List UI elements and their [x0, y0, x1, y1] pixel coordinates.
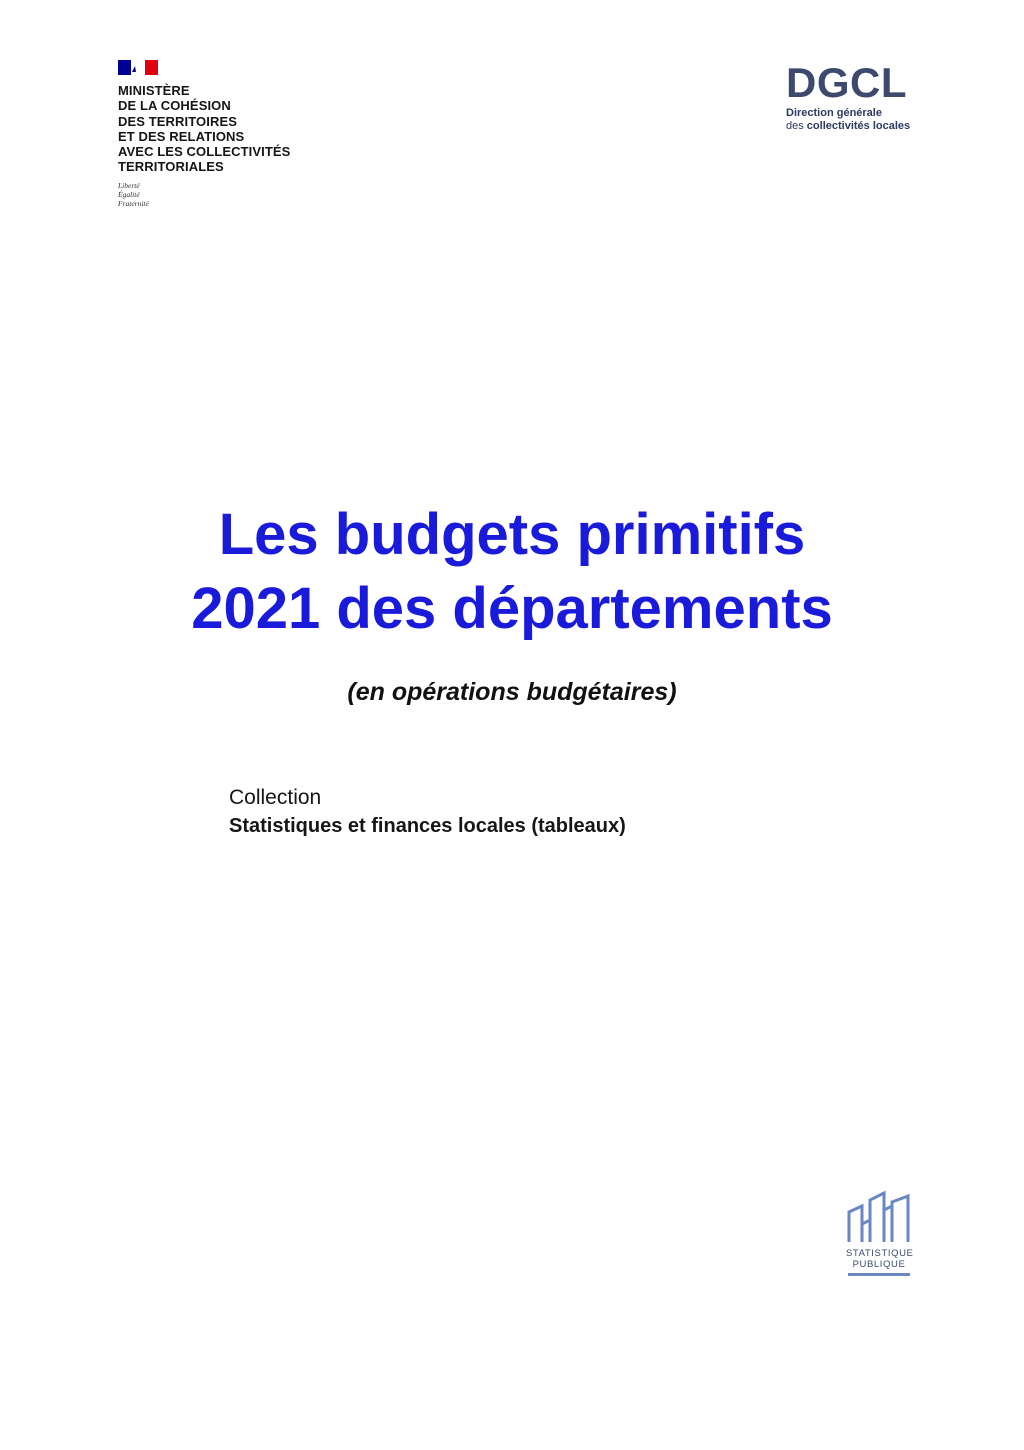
- dgcl-fullname-line1: Direction générale: [786, 107, 882, 119]
- statistique-publique-line2: PUBLIQUE: [852, 1259, 906, 1270]
- ministry-name-line: AVEC LES COLLECTIVITÉS: [118, 144, 291, 160]
- ministry-name-line: MINISTÈRE: [118, 83, 190, 98]
- ministry-name-line: DE LA COHÉSION: [118, 98, 231, 114]
- marianne-icon: [131, 62, 144, 73]
- collection-name: Statistiques et finances locales (tableaux): [229, 815, 626, 837]
- document-subtitle: (en opérations budgétaires): [347, 678, 677, 706]
- document-title: [0, 498, 1024, 646]
- dgcl-fullname-line2: [786, 120, 946, 133]
- ministry-name-line: TERRITORIALES: [118, 159, 224, 175]
- dgcl-line2-prefix: des: [786, 120, 807, 132]
- statistique-publique-logo-icon: [846, 1190, 912, 1244]
- statistique-publique-underline: [848, 1273, 910, 1276]
- ministry-name-line: ET DES RELATIONS: [118, 128, 245, 144]
- dgcl-logo: [786, 59, 946, 133]
- document-title-line2: 2021 des départements: [191, 576, 833, 641]
- statistique-publique-logo: [846, 1190, 912, 1276]
- ministry-name: [118, 83, 338, 175]
- dgcl-line2-bold: collectivités locales: [806, 120, 911, 132]
- ministry-name-line: DES TERRITOIRES: [118, 113, 238, 129]
- ministry-logo: [118, 60, 338, 208]
- dgcl-acronym: DGCL: [786, 59, 907, 106]
- statistique-publique-line1: STATISTIQUE: [846, 1248, 914, 1259]
- collection-block: [229, 784, 626, 841]
- republic-motto: [118, 181, 338, 208]
- motto-line: Égalité: [118, 189, 140, 199]
- motto-line: Fraternité: [118, 198, 149, 208]
- collection-label: Collection: [229, 786, 322, 809]
- document-title-line1: Les budgets primitifs: [218, 502, 806, 567]
- statistique-publique-text: [846, 1248, 912, 1270]
- french-republic-flag-icon: [118, 60, 158, 75]
- motto-line: Liberté: [118, 180, 140, 190]
